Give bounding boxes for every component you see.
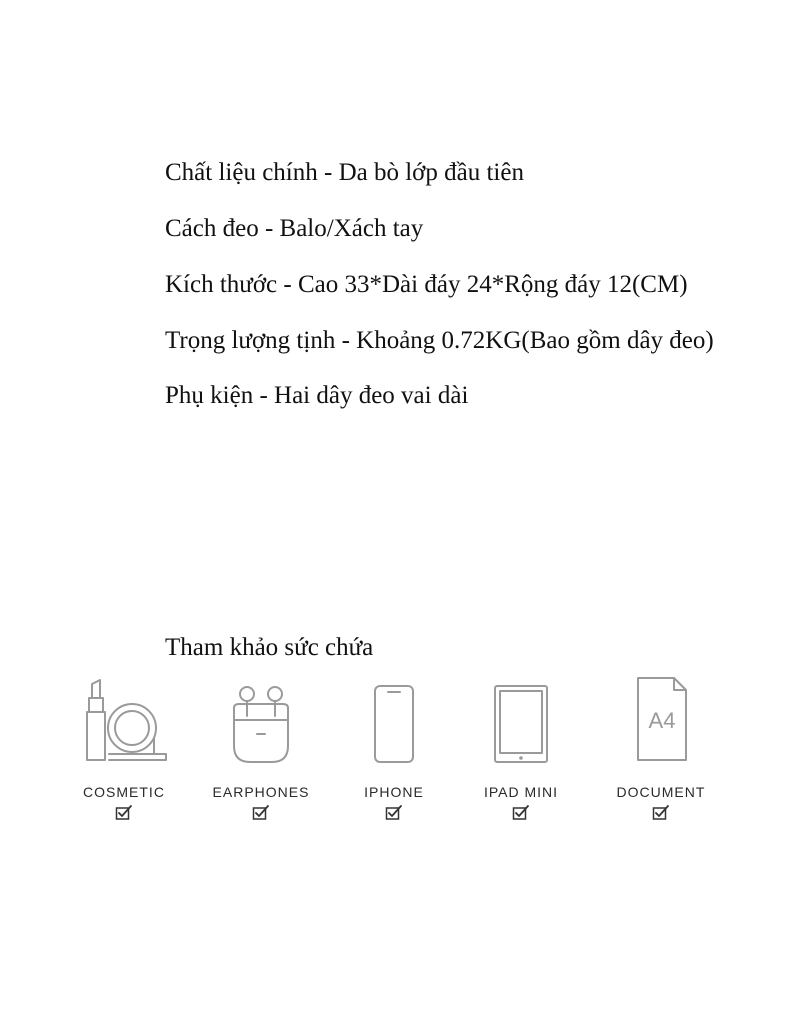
spec-material: Chất liệu chính - Da bò lớp đầu tiên	[165, 159, 524, 186]
check-icon	[115, 805, 133, 821]
capacity-item-earphones	[191, 676, 331, 821]
capacity-item-cosmetic	[54, 676, 194, 821]
capacity-label-document: DOCUMENT	[616, 784, 706, 800]
capacity-label-iphone: IPHONE	[364, 784, 424, 800]
capacity-label-earphones: EARPHONES	[212, 784, 310, 800]
earphones-icon	[211, 676, 311, 766]
document-icon-text: A4	[648, 708, 676, 733]
check-icon	[512, 805, 530, 821]
capacity-title: Tham khảo sức chứa	[165, 634, 374, 661]
capacity-item-ipad-mini	[451, 676, 591, 821]
iphone-icon	[344, 676, 444, 766]
ipad-mini-icon	[471, 676, 571, 766]
check-icon	[252, 805, 270, 821]
capacity-label-ipad-mini: IPAD MINI	[483, 784, 559, 800]
check-icon	[652, 805, 670, 821]
capacity-label-cosmetic: COSMETIC	[83, 784, 165, 800]
spec-carry-style: Cách đeo - Balo/Xách tay	[165, 215, 424, 242]
check-icon	[385, 805, 403, 821]
capacity-item-document	[591, 676, 731, 821]
spec-dimensions: Kích thước - Cao 33*Dài đáy 24*Rộng đáy 12(CM)	[165, 271, 688, 298]
document-icon	[611, 676, 711, 766]
cosmetic-icon	[74, 676, 174, 766]
spec-accessories: Phụ kiện - Hai dây đeo vai dài	[165, 382, 469, 409]
capacity-item-iphone	[324, 676, 464, 821]
spec-weight: Trọng lượng tịnh - Khoảng 0.72KG(Bao gồm dây đeo)	[165, 327, 714, 354]
